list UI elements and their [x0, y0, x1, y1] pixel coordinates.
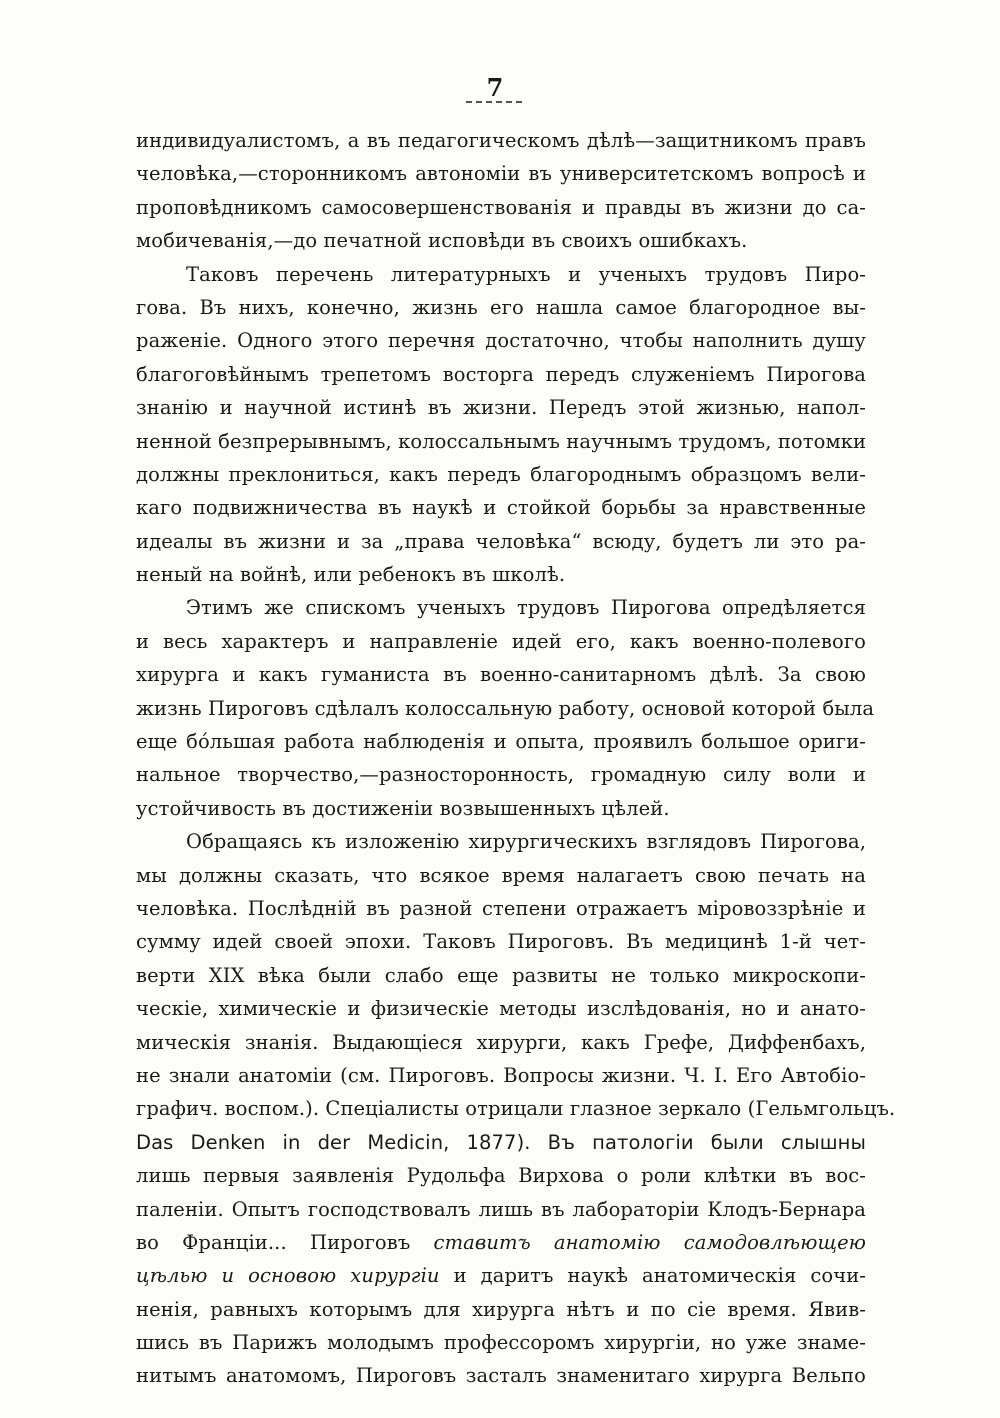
text-line: еще бо́льшая работа наблюденія и опыта, проявилъ большое ориги- — [136, 730, 866, 754]
text-run: и даритъ наукѣ анатомическія сочи- — [439, 1264, 866, 1288]
text-line: должны преклониться, какъ передъ благороднымъ образцомъ вели- — [136, 462, 866, 486]
text-line: человѣка. Послѣдній въ разной степени отражаетъ міровоззрѣніе и — [136, 896, 866, 920]
text-line: шись въ Парижъ молодымъ профессоромъ хирургіи, но уже знаме- — [136, 1331, 866, 1355]
text-line: идеалы въ жизни и за „права человѣка“ всюду, будетъ ли это ра- — [136, 529, 866, 553]
text-line: нальное творчество,—разносторонность, громадную силу воли и — [136, 763, 866, 787]
text-line: каго подвижничества въ наукѣ и стойкой борьбы за нравственные — [136, 496, 866, 520]
text-line: нитымъ анатомомъ, Пироговъ засталъ знаменитаго хирурга Вельпо — [136, 1364, 866, 1388]
text-line: благоговѣйнымъ трепетомъ восторга передъ служеніемъ Пирогова — [136, 362, 866, 386]
text-line: сумму идей своей эпохи. Таковъ Пироговъ. Въ медицинѣ 1-й чет- — [136, 930, 866, 954]
text-run: во Франціи... Пироговъ — [136, 1230, 434, 1254]
text-line: верти XIX вѣка были слабо еще развиты не только микроскопи- — [136, 963, 866, 987]
text-line: Этимъ же спискомъ ученыхъ трудовъ Пирогова опредѣляется — [186, 596, 866, 620]
text-line: Обращаясь къ изложенію хирургическихъ взглядовъ Пирогова, — [186, 830, 866, 854]
text-line-latin: Das Denken in der Medicin, 1877). Въ патологіи были слышны — [136, 1130, 866, 1154]
text-line-mixed — [136, 1226, 866, 1259]
text-line: ненія, равныхъ которымъ для хирурга нѣтъ и по сіе время. Явив- — [136, 1297, 866, 1321]
text-line: лишь первыя заявленія Рудольфа Вирхова о роли клѣтки въ вос- — [136, 1164, 866, 1188]
text-line: мы должны сказать, что всякое время налагаетъ свою печать на — [136, 863, 866, 887]
text-line: ческіе, химическіе и физическіе методы изслѣдованія, но и анато- — [136, 997, 866, 1021]
text-line: хирурга и какъ гуманиста въ военно-санитарномъ дѣлѣ. За свою — [136, 663, 866, 687]
text-line: Таковъ перечень литературныхъ и ученыхъ трудовъ Пиро- — [186, 262, 866, 286]
text-line: неный на войнѣ, или ребенокъ въ школѣ. — [136, 563, 566, 587]
page-number-rule — [466, 101, 522, 103]
page-number: 7 — [486, 73, 504, 102]
text-line: раженіе. Одного этого перечня достаточно, чтобы наполнить душу — [136, 329, 866, 353]
italic-emphasis: ставитъ анатомію самодовлѣющею — [433, 1230, 866, 1254]
italic-emphasis: цѣлью и основою хирургіи — [136, 1264, 440, 1288]
body-text — [136, 124, 896, 1393]
text-line: паленіи. Опытъ господствовалъ лишь въ лабораторіи Клодъ-Бернара — [136, 1197, 866, 1221]
text-line-mixed — [136, 1259, 866, 1292]
text-line: гова. Въ нихъ, конечно, жизнь его нашла самое благородное вы- — [136, 295, 866, 319]
text-line: человѣка,—сторонникомъ автономіи въ университетскомъ вопросѣ и — [136, 162, 866, 186]
text-line: индивидуалистомъ, а въ педагогическомъ дѣлѣ—защитникомъ правъ — [136, 129, 866, 152]
text-line: не знали анатоміи (см. Пироговъ. Вопросы жизни. Ч. I. Его Автобіо- — [136, 1063, 866, 1087]
text-line: мобичеванія,—до печатной исповѣди въ своихъ ошибкахъ. — [136, 229, 748, 253]
text-line: графич. воспом.). Спеціалисты отрицали глазное зеркало (Гельмгольцъ. — [136, 1097, 896, 1121]
text-line: проповѣдникомъ самосовершенствованія и правды въ жизни до са- — [136, 195, 866, 219]
text-line: устойчивость въ достиженіи возвышенныхъ цѣлей. — [136, 796, 670, 820]
text-line: ненной безпрерывнымъ, колоссальнымъ научнымъ трудомъ, потомки — [136, 429, 867, 453]
text-line: жизнь Пироговъ сдѣлалъ колоссальную работу, основой которой была — [136, 696, 875, 720]
text-line: и весь характеръ и направленіе идей его, какъ военно-полевого — [136, 629, 866, 653]
text-line: знанію и научной истинѣ въ жизни. Передъ этой жизнью, напол- — [136, 396, 866, 420]
text-line: мическія знанія. Выдающіеся хирурги, какъ Грефе, Диффенбахъ, — [136, 1030, 866, 1054]
